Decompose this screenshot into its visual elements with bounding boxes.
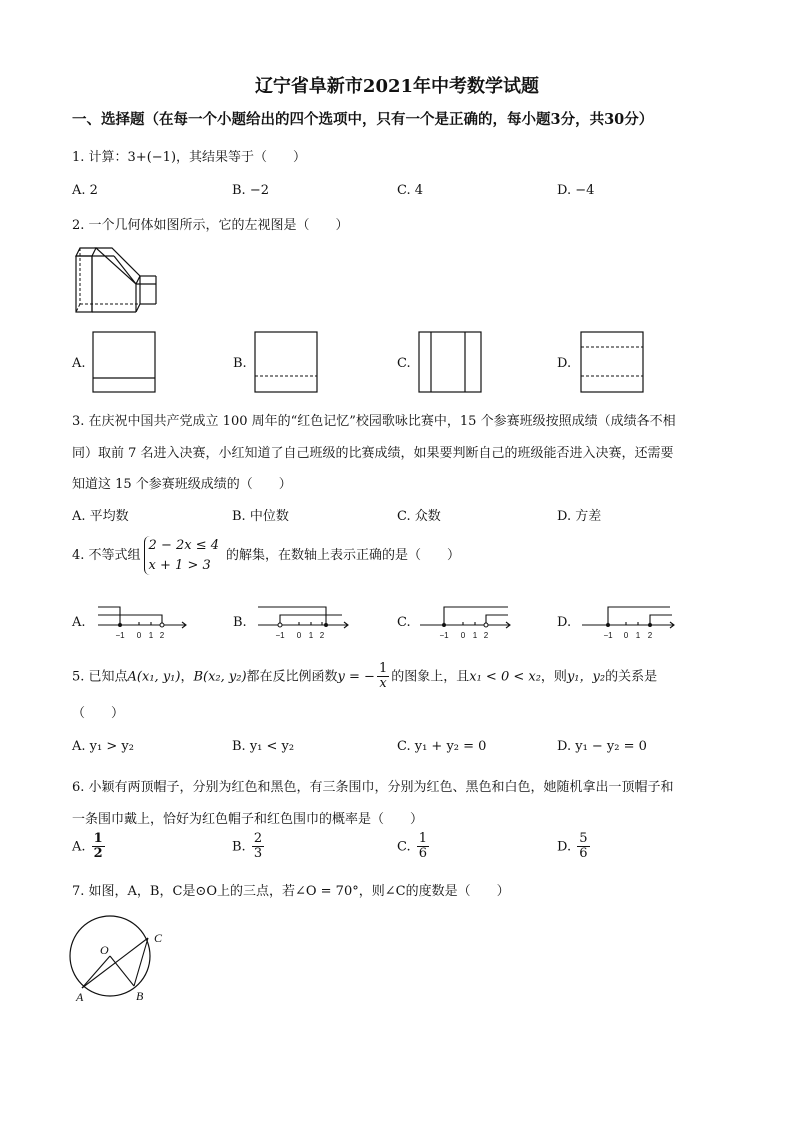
q3-option-a[interactable]: A. 平均数 [72,509,129,524]
q2-option-a-view[interactable] [92,331,156,393]
q7-label-c: C [154,931,163,945]
q5-point-a: A(x₁, y₁) [127,669,181,685]
q6-option-c[interactable] [397,832,431,862]
q3-option-c[interactable]: C. 众数 [397,509,441,524]
q4-stem-b: 的解集，在数轴上表示正确的是（ ） [226,548,461,563]
q6-option-d[interactable] [557,832,592,862]
q1-option-a[interactable]: A. 2 [72,183,98,198]
q7-label-o: O [100,943,109,957]
q6-option-c-label: C. [397,839,411,855]
q7-circle-figure [64,910,174,1004]
q4-inequality-system [144,536,223,575]
q2-option-d-label[interactable]: D. [557,356,572,371]
q6-option-d-label: D. [557,839,572,855]
question-6-line-2: 一条围巾戴上，恰好为红色帽子和红色围巾的概率是（ ） [72,812,424,827]
q1-expr: (−1) [146,150,177,165]
question-2-stem: 2. 一个几何体如图所示，它的左视图是（ ） [72,218,349,233]
q4-option-a-numberline[interactable] [96,603,192,645]
q4-d-tick-neg1: −1 [603,631,613,640]
q5-option-d[interactable]: D. y₁ − y₂ = 0 [557,739,647,754]
q3-option-b[interactable]: B. 中位数 [232,509,289,524]
q6-option-a-fraction [92,832,105,862]
q1-stem-a: 1. 计算：3+ [72,150,147,165]
q5-option-a[interactable]: A. y₁ > y₂ [72,739,134,754]
q6-d-num: 5 [579,831,588,846]
q4-b-tick-neg1: −1 [275,631,285,640]
q7-label-a: A [76,990,84,1004]
q4-c-tick-neg1: −1 [439,631,449,640]
q6-c-den: 6 [418,846,428,862]
q1-stem-c: ，其结果等于（ ） [176,150,307,165]
q5-point-b: B(x₂, y₂) [193,669,247,685]
q4-c-tick-1: 1 [472,631,478,640]
q4-d-tick-0: 0 [623,631,629,640]
q4-option-b-numberline[interactable] [256,603,352,645]
q1-option-c[interactable]: C. 4 [397,183,424,198]
q6-option-c-fraction [417,832,429,862]
q5-func-fraction [377,662,389,692]
q5-vars: y₁，y₂ [566,669,606,685]
q4-option-a-label[interactable]: A. [72,615,86,630]
q6-option-b-fraction [252,832,264,862]
q5-func-num: 1 [378,661,388,676]
q4-d-tick-1: 1 [635,631,641,640]
q6-option-d-fraction [577,832,589,862]
q4-a-tick-2: 2 [159,631,165,640]
q5-func-lhs: y = − [337,669,375,685]
q5-option-b[interactable]: B. y₁ < y₂ [232,739,295,754]
q5-condition: x₁ < 0 < x₂ [469,669,541,685]
q4-c-tick-0: 0 [460,631,466,640]
q6-d-den: 6 [579,846,588,862]
q5-option-c[interactable]: C. y₁ + y₂ = 0 [397,739,487,754]
q5-sep: ， [180,669,194,685]
q5-stem-e: 的关系是 [605,669,658,685]
question-3-line-1: 3. 在庆祝中国共产党成立 100 周年的“红色记忆”校园歌咏比赛中，15 个参赛班级按照成绩（成绩各不相 [72,414,676,429]
q2-option-d-view[interactable] [580,331,644,393]
q4-a-tick-0: 0 [136,631,142,640]
q4-option-c-numberline[interactable] [418,603,514,645]
q1-option-b[interactable]: B. −2 [232,183,269,198]
q5-func-den: x [379,676,387,692]
q4-c-tick-2: 2 [483,631,489,640]
q4-option-d-numberline[interactable] [580,603,680,645]
question-3-line-2: 同）取前 7 名进入决赛，小红知道了自己班级的比赛成绩，如果要判断自己的班级能否进入决赛，还需要 [72,446,674,461]
q3-option-d[interactable]: D. 方差 [557,509,602,524]
q6-option-a[interactable] [72,832,107,862]
q4-b-tick-0: 0 [296,631,302,640]
q4-a-tick-1: 1 [148,631,154,640]
q4-inequality-1: 2 − 2x ≤ 4 [148,538,220,553]
q7-label-b: B [136,989,144,1003]
question-6-line-1: 6. 小颖有两顶帽子，分别为红色和黑色，有三条围巾，分别为红色、黑色和白色，她随机拿出一顶帽子和 [72,780,674,795]
page-title: 辽宁省阜新市2021年中考数学试题 [254,76,540,97]
q4-option-d-label[interactable]: D. [557,615,572,630]
q4-a-tick-neg1: −1 [115,631,125,640]
question-5-line-2: （ ） [72,706,125,721]
q2-option-b-label[interactable]: B. [233,356,247,371]
q6-a-num: 1 [93,831,103,846]
question-7-stem: 7. 如图，A，B，C是⊙O上的三点，若∠O = 70°，则∠C的度数是（ ） [72,884,510,899]
q2-option-c-label[interactable]: C. [397,356,411,371]
q2-option-a-label[interactable]: A. [72,356,86,371]
q6-option-a-label: A. [72,839,86,855]
q2-option-c-view[interactable] [418,331,482,393]
question-5-stem [72,662,657,692]
question-3-line-3: 知道这 15 个参赛班级成绩的（ ） [72,477,292,492]
q6-b-num: 2 [253,831,263,846]
q6-option-b[interactable] [232,832,266,862]
q6-b-den: 3 [253,846,263,862]
q6-option-b-label: B. [232,839,246,855]
q5-stem-d: ，则 [540,669,567,685]
q6-a-den: 2 [93,846,103,862]
question-1-stem [72,146,306,165]
q2-solid-figure [74,240,158,316]
q6-c-num: 1 [418,831,428,846]
q4-b-tick-2: 2 [319,631,325,640]
q4-option-b-label[interactable]: B. [233,615,247,630]
question-4-stem [72,536,460,575]
q5-stem-b: 都在反比例函数 [246,669,338,685]
q4-stem-a: 4. 不等式组 [72,548,141,563]
q4-inequality-2: x + 1 > 3 [148,557,211,573]
q5-stem-c: 的图象上，且 [391,669,470,685]
q2-option-b-view[interactable] [254,331,318,393]
section-heading: 一、选择题（在每一个小题给出的四个选项中，只有一个是正确的，每小题3分，共30分） [72,111,654,128]
q4-option-c-label[interactable]: C. [397,615,411,630]
q1-option-d[interactable]: D. −4 [557,183,595,198]
q4-d-tick-2: 2 [647,631,653,640]
q4-b-tick-1: 1 [308,631,314,640]
q5-stem-a: 5. 已知点 [72,669,128,685]
